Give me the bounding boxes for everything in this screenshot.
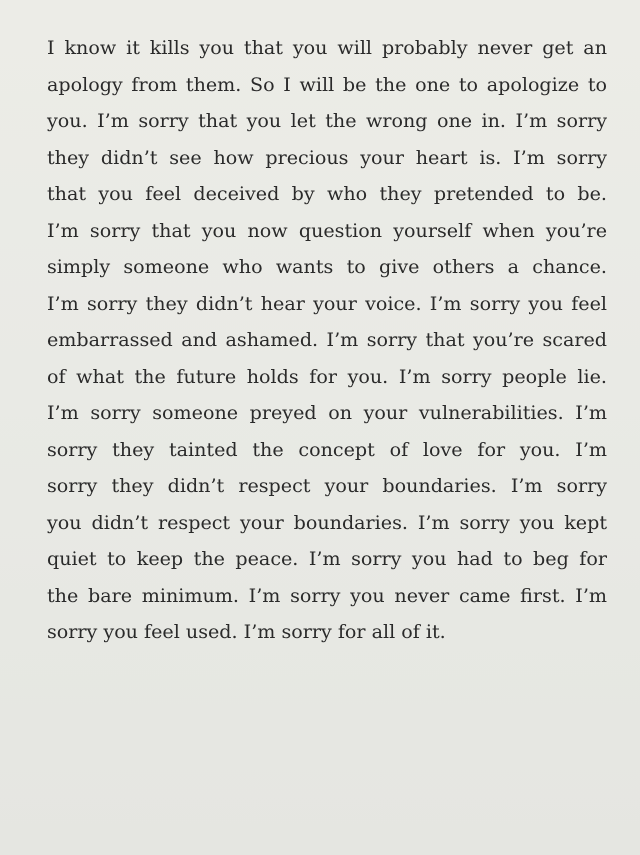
text-line: I’m sorry someone preyed on your vulnerabilities. I’m [47,401,607,424]
text-line: quiet to keep the peace. I’m sorry you had to beg for [47,547,607,570]
text-line: sorry they tainted the concept of love for you. I’m [47,437,607,461]
text-line-last: sorry you feel used. I’m sorry for all of it. [47,620,446,643]
text-line: they didn’t see how precious your heart is. I’m sorry [47,145,607,169]
text-line: of what the future holds for you. I’m sorry people lie. [47,364,607,388]
text-line: the bare minimum. I’m sorry you never came first. I’m [47,583,607,607]
text-line: I’m sorry that you now question yourself when you’re [47,218,607,242]
text-line: embarrassed and ashamed. I’m sorry that you’re scared [47,328,607,351]
text-line: simply someone who wants to give others a chance. [47,255,607,278]
text-line: that you feel deceived by who they pretended to be. [47,182,607,205]
text-line: you didn’t respect your boundaries. I’m sorry you kept [47,510,607,534]
text-line: I’m sorry they didn’t hear your voice. I’m sorry you feel [47,291,607,315]
passage-text [47,30,607,651]
text-line: sorry they didn’t respect your boundaries. I’m sorry [47,474,607,497]
text-line: you. I’m sorry that you let the wrong one in. I’m sorry [47,109,607,132]
text-line: apology from them. So I will be the one to apologize to [47,72,607,96]
text-line: I know it kills you that you will probably never get an [47,36,607,59]
